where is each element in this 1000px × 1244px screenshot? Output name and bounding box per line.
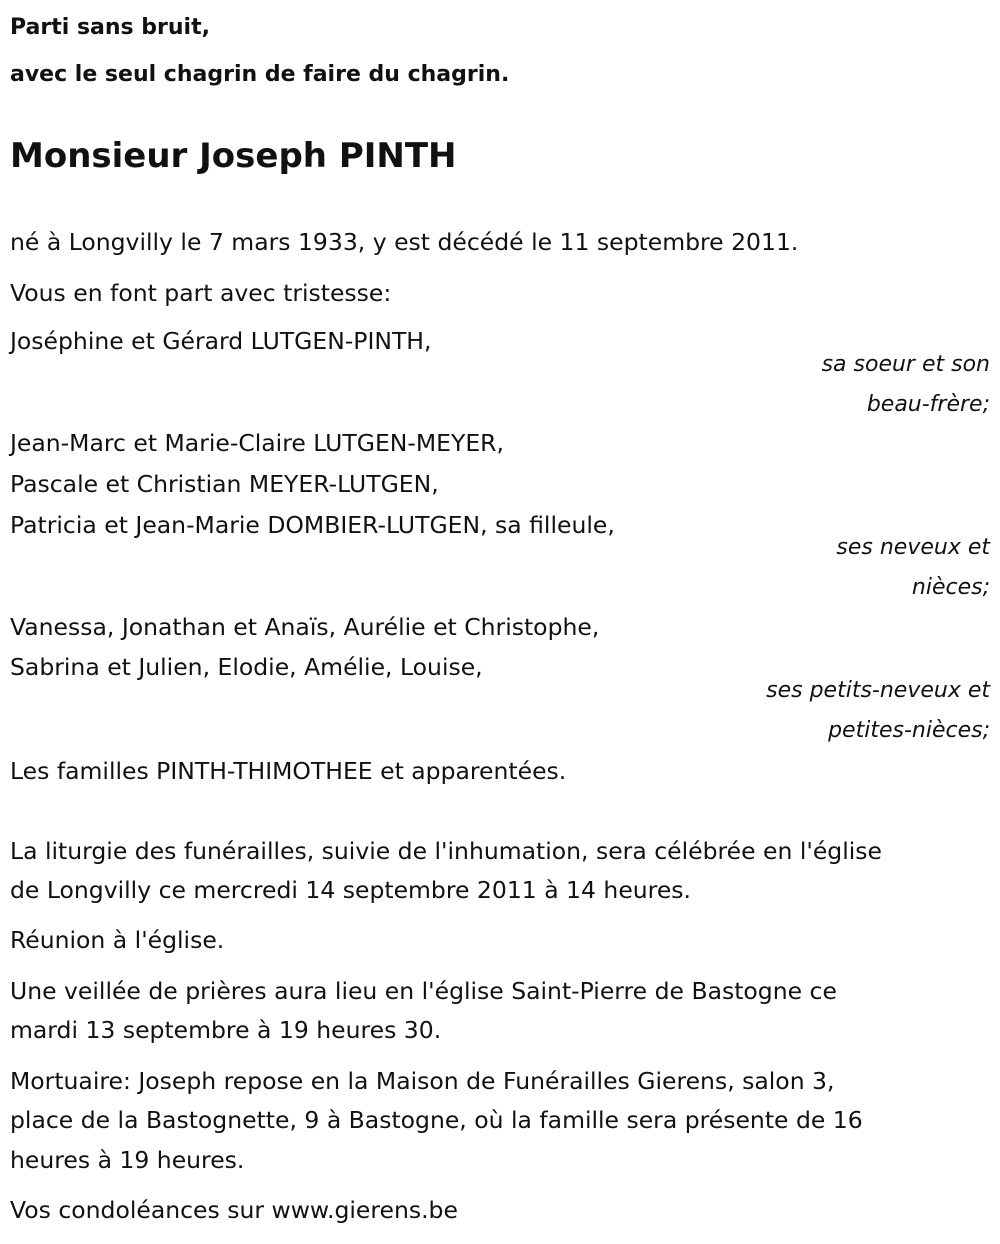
mortuary-line: place de la Bastognette, 9 à Bastogne, où la famille sera présente de 16 xyxy=(10,1106,863,1134)
family-name-line: Joséphine et Gérard LUTGEN-PINTH, xyxy=(10,327,432,355)
vigil-line: Une veillée de prières aura lieu en l'église Saint-Pierre de Bastogne ce xyxy=(10,977,837,1005)
family-name-line: Patricia et Jean-Marie DOMBIER-LUTGEN, sa filleule, xyxy=(10,511,615,539)
family-relation-line: petites-nièces; xyxy=(828,718,990,743)
family-relation-line: ses petits-neveux et xyxy=(766,678,990,703)
intro-line-2: avec le seul chagrin de faire du chagrin. xyxy=(10,62,510,87)
families-line: Les familles PINTH-THIMOTHEE et apparentées. xyxy=(10,757,567,785)
intro-line-1: Parti sans bruit, xyxy=(10,15,210,40)
mortuary-line: Mortuaire: Joseph repose en la Maison de Funérailles Gierens, salon 3, xyxy=(10,1067,835,1095)
liturgy-line: La liturgie des funérailles, suivie de l'inhumation, sera célébrée en l'église xyxy=(10,837,882,865)
family-relation-line: nièces; xyxy=(911,575,990,600)
meeting-line: Réunion à l'église. xyxy=(10,926,225,954)
family-name-line: Jean-Marc et Marie-Claire LUTGEN-MEYER, xyxy=(10,429,504,457)
mortuary-line: heures à 19 heures. xyxy=(10,1146,245,1174)
birth-death-line: né à Longvilly le 7 mars 1933, y est décédé le 11 septembre 2011. xyxy=(10,228,799,256)
family-relation-line: sa soeur et son xyxy=(821,352,990,377)
family-name-line: Sabrina et Julien, Elodie, Amélie, Louise, xyxy=(10,653,483,681)
condolences-line: Vos condoléances sur www.gierens.be xyxy=(10,1196,458,1224)
vigil-line: mardi 13 septembre à 19 heures 30. xyxy=(10,1016,442,1044)
family-relation-line: beau-frère; xyxy=(866,392,990,417)
announcement-line: Vous en font part avec tristesse: xyxy=(10,279,392,307)
deceased-name: Monsieur Joseph PINTH xyxy=(10,136,457,176)
liturgy-line: de Longvilly ce mercredi 14 septembre 2011 à 14 heures. xyxy=(10,876,691,904)
family-name-line: Vanessa, Jonathan et Anaïs, Aurélie et Christophe, xyxy=(10,613,600,641)
family-name-line: Pascale et Christian MEYER-LUTGEN, xyxy=(10,470,439,498)
family-relation-line: ses neveux et xyxy=(836,535,990,560)
